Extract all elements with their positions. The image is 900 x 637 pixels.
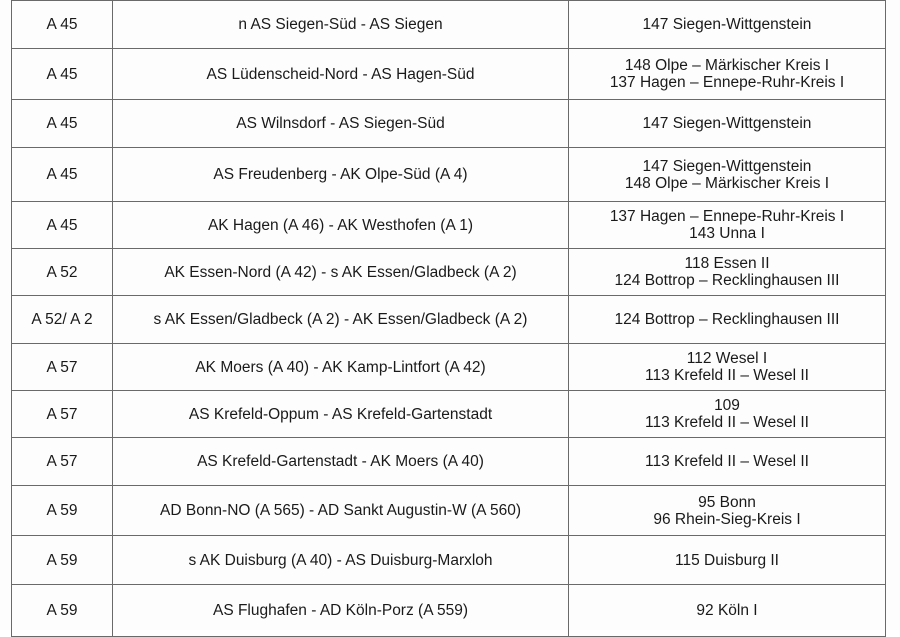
district-line: 113 Krefeld II – Wesel II: [645, 367, 809, 384]
section-text: AD Bonn-NO (A 565) - AD Sankt Augustin-W (A 560): [160, 502, 521, 519]
road-cell: [12, 100, 113, 148]
district-cell: [569, 100, 886, 148]
district-cell: [569, 438, 886, 486]
table-row: [12, 585, 886, 637]
section-cell: [113, 49, 569, 100]
district-line: 148 Olpe – Märkischer Kreis I: [624, 174, 830, 192]
road-text: A 59: [46, 602, 78, 619]
district-cell: [569, 49, 886, 100]
section-cell: [113, 148, 569, 202]
district-line: 137 Hagen – Ennepe-Ruhr-Kreis I: [609, 208, 845, 225]
road-cell: [12, 486, 113, 536]
district-cell: [569, 585, 886, 637]
road-cell: [12, 1, 113, 49]
section-cell: [113, 486, 569, 536]
district-line: 148 Olpe – Märkischer Kreis I: [624, 57, 830, 74]
road-text: A 57: [46, 358, 78, 376]
table-row: [12, 536, 886, 585]
table-row: [12, 486, 886, 536]
district-cell: [569, 344, 886, 391]
section-text: AS Wilnsdorf - AS Siegen-Süd: [236, 115, 445, 132]
district-cell: [569, 202, 886, 249]
table-row: [12, 344, 886, 391]
district-line: 124 Bottrop – Recklinghausen III: [614, 311, 840, 328]
table-row: [12, 1, 886, 49]
table-row: [12, 296, 886, 344]
district-cell: [569, 391, 886, 438]
road-cell: [12, 536, 113, 585]
table-row: [12, 49, 886, 100]
section-cell: [113, 296, 569, 344]
road-text: A 45: [46, 65, 78, 83]
district-line: 147 Siegen-Wittgenstein: [642, 115, 812, 132]
section-cell: [113, 344, 569, 391]
section-text: AS Krefeld-Gartenstadt - AK Moers (A 40): [197, 453, 484, 470]
district-line: 113 Krefeld II – Wesel II: [645, 414, 809, 431]
section-cell: [113, 249, 569, 296]
section-text: AK Hagen (A 46) - AK Westhofen (A 1): [207, 216, 474, 234]
road-cell: [12, 148, 113, 202]
section-text: AK Essen-Nord (A 42) - s AK Essen/Gladbeck (A 2): [164, 263, 517, 281]
district-cell: [569, 249, 886, 296]
road-text: A 45: [46, 115, 78, 132]
district-line: 92 Köln I: [696, 602, 758, 619]
district-line: 143 Unna I: [689, 225, 765, 242]
district-line: 147 Siegen-Wittgenstein: [642, 157, 812, 175]
section-text: s AK Essen/Gladbeck (A 2) - AK Essen/Gladbeck (A 2): [153, 311, 528, 328]
road-text: A 45: [46, 16, 78, 33]
road-cell: [12, 202, 113, 249]
section-cell: [113, 1, 569, 49]
road-text: A 52/ A 2: [31, 311, 93, 328]
table-row: [12, 100, 886, 148]
road-text: A 57: [46, 453, 78, 470]
motorway-sections-table: [11, 0, 886, 637]
district-cell: [569, 486, 886, 536]
road-text: A 57: [46, 405, 78, 423]
table-row: [12, 391, 886, 438]
section-cell: [113, 585, 569, 637]
district-line: 96 Rhein-Sieg-Kreis I: [653, 510, 801, 528]
road-text: A 45: [46, 166, 78, 183]
table-row: [12, 249, 886, 296]
section-text: AS Lüdenscheid-Nord - AS Hagen-Süd: [206, 65, 475, 83]
road-cell: [12, 585, 113, 637]
district-line: 113 Krefeld II – Wesel II: [645, 453, 809, 470]
section-text: AS Flughafen - AD Köln-Porz (A 559): [212, 602, 469, 619]
district-line: 109: [714, 397, 740, 414]
district-cell: [569, 148, 886, 202]
section-text: AK Moers (A 40) - AK Kamp-Lintfort (A 42): [195, 358, 486, 376]
road-cell: [12, 296, 113, 344]
road-cell: [12, 391, 113, 438]
section-text: AS Freudenberg - AK Olpe-Süd (A 4): [213, 166, 468, 183]
section-text: AS Krefeld-Oppum - AS Krefeld-Gartenstadt: [188, 405, 493, 423]
table-row: [12, 202, 886, 249]
district-line: 137 Hagen – Ennepe-Ruhr-Kreis I: [609, 74, 845, 91]
district-line: 118 Essen II: [684, 255, 770, 272]
road-text: A 52: [46, 263, 78, 281]
district-line: 147 Siegen-Wittgenstein: [642, 16, 812, 33]
district-line: 95 Bonn: [698, 493, 756, 511]
section-text: s AK Duisburg (A 40) - AS Duisburg-Marxloh: [188, 551, 493, 569]
district-line: 115 Duisburg II: [675, 551, 779, 569]
district-cell: [569, 296, 886, 344]
road-cell: [12, 49, 113, 100]
table-row: [12, 438, 886, 486]
district-line: 112 Wesel I: [686, 350, 768, 367]
district-cell: [569, 536, 886, 585]
section-cell: [113, 536, 569, 585]
district-cell: [569, 1, 886, 49]
road-text: A 59: [46, 502, 78, 519]
section-cell: [113, 100, 569, 148]
section-text: n AS Siegen-Süd - AS Siegen: [238, 16, 443, 33]
section-cell: [113, 202, 569, 249]
road-text: A 59: [46, 551, 78, 569]
road-text: A 45: [46, 216, 78, 234]
road-cell: [12, 249, 113, 296]
district-line: 124 Bottrop – Recklinghausen III: [614, 272, 840, 289]
road-cell: [12, 344, 113, 391]
table-body: [12, 1, 886, 637]
section-cell: [113, 391, 569, 438]
section-cell: [113, 438, 569, 486]
road-cell: [12, 438, 113, 486]
table-row: [12, 148, 886, 202]
